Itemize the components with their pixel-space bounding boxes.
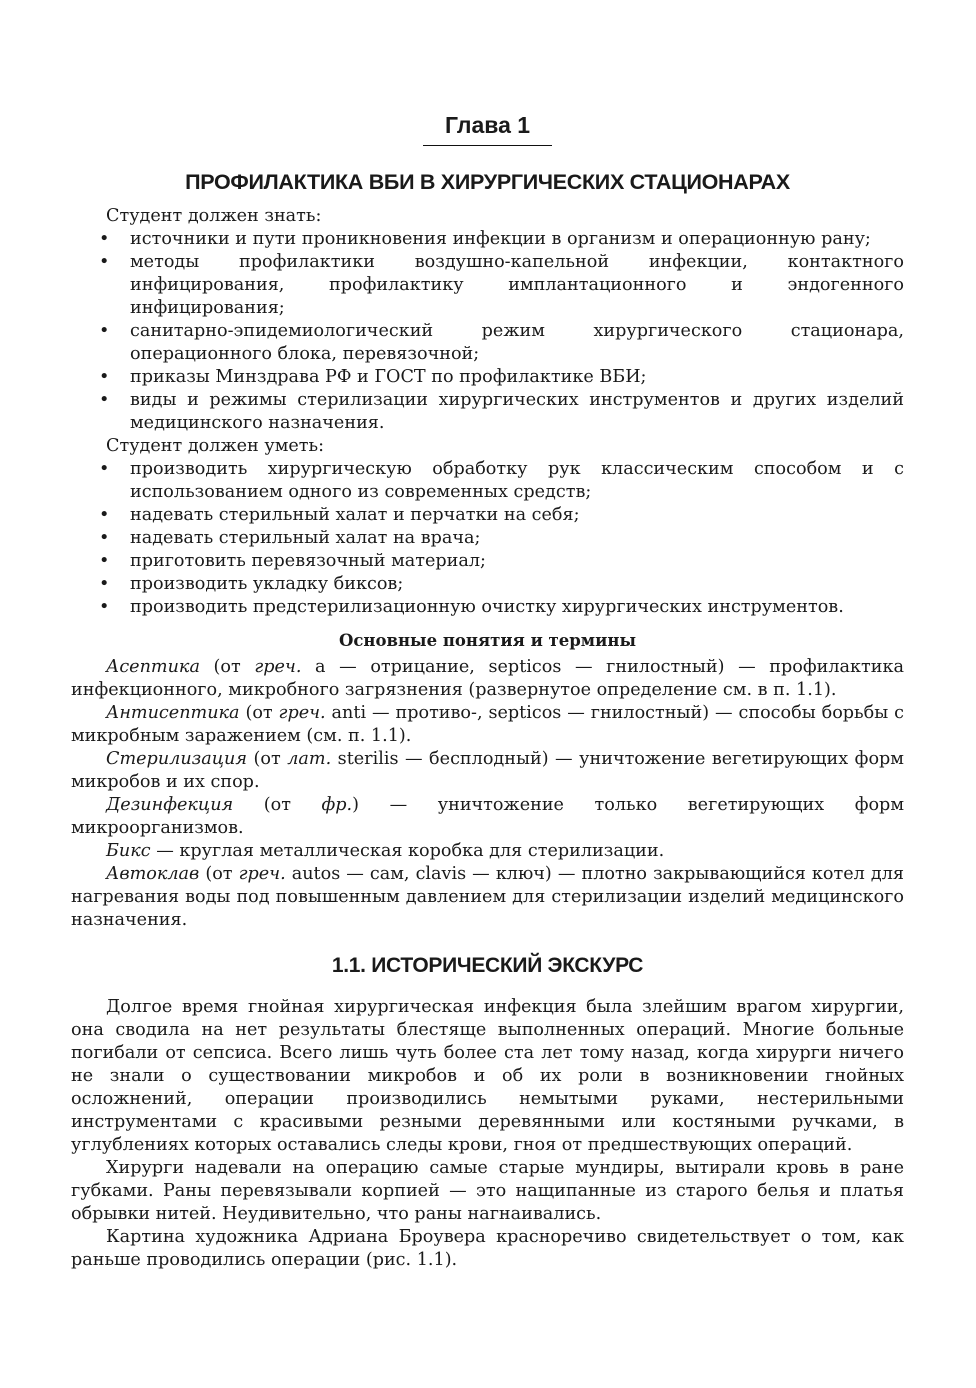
must-do-intro: Студент должен уметь: bbox=[106, 436, 325, 456]
bullet-icon: • bbox=[99, 551, 110, 571]
section-title: 1.1. ИСТОРИЧЕСКИЙ ЭКСКУРС bbox=[331, 954, 644, 977]
list-item: • производить предстерилизационную очистку хирургических инструментов. bbox=[99, 597, 844, 617]
must-know-list bbox=[71, 228, 904, 435]
bullet-icon: • bbox=[99, 252, 110, 272]
body-paragraph: Хирурги надевали на операцию самые старые мундиры, вытирали кровь в ране губками. Раны перевязывали корпией — это нащипанные из старого белья и платья обрывки нитей. Неудивительно, что раны нагнаивались. bbox=[71, 1158, 904, 1224]
term: Антисептика bbox=[106, 703, 240, 723]
bullet-icon: • bbox=[99, 321, 110, 341]
term-definition: Стерилизация (от лат. sterilis — бесплодный) — уничтожение вегетирующих форм микробов и их спор. bbox=[71, 749, 904, 792]
term-language: лат. bbox=[287, 749, 332, 769]
bullet-icon: • bbox=[99, 505, 110, 525]
list-item: • санитарно-эпидемиологический режим хирургического стационара, операционного блока, перевязочной; bbox=[99, 321, 904, 364]
term-language: греч. bbox=[278, 703, 326, 723]
chapter-title: ПРОФИЛАКТИКА ВБИ В ХИРУРГИЧЕСКИХ СТАЦИОНАРАХ bbox=[185, 170, 790, 194]
list-item: • производить укладку биксов; bbox=[99, 574, 404, 594]
term-language: греч. bbox=[238, 864, 286, 884]
term: Бикс bbox=[106, 841, 151, 861]
term: Стерилизация bbox=[106, 749, 248, 769]
body-paragraph: Картина художника Адриана Броувера красноречиво свидетельствует о том, как раньше проводились операции (рис. 1.1). bbox=[71, 1227, 904, 1270]
term-language: фр. bbox=[321, 795, 353, 815]
term-definition: Автоклав (от греч. autos — сам, clavis — ключ) — плотно закрывающийся котел для нагревания воды под повышенным давлением для стерилизации изделий медицинского назначения. bbox=[71, 864, 904, 930]
term-definition: Бикс — круглая металлическая коробка для стерилизации. bbox=[106, 841, 665, 861]
bullet-icon: • bbox=[99, 597, 110, 617]
bullet-icon: • bbox=[99, 528, 110, 548]
body-paragraph: Долгое время гнойная хирургическая инфекция была злейшим врагом хирургии, она сводила на нет результаты блестяще выполненных операций. Многие больные погибали от сепсиса. Всего лишь чуть более ста лет тому назад, когда хирурги ничего не знали о существовании микробов и об их роли в возникновении гнойных осложнений, операции производились немытыми руками, нестерильными инструментами с красивыми резными деревянными или костяными ручками, в углублениях которых оставались следы крови, гноя от предшествующих операций. bbox=[71, 997, 904, 1155]
term: Асептика bbox=[106, 657, 200, 677]
term-definition: Асептика (от греч. а — отрицание, septicos — гнилостный) — профилактика инфекционного, микробного загрязнения (развернутое определение см. в п. 1.1). bbox=[71, 657, 904, 700]
list-item: • виды и режимы стерилизации хирургических инструментов и других изделий медицинского назначения. bbox=[99, 390, 904, 433]
terms-heading: Основные понятия и термины bbox=[339, 631, 636, 650]
term: Дезинфекция bbox=[106, 795, 234, 815]
term-language: греч. bbox=[254, 657, 302, 677]
list-item: • приказы Минздрава РФ и ГОСТ по профилактике ВБИ; bbox=[99, 367, 647, 387]
chapter-label: Глава 1 bbox=[71, 110, 904, 146]
list-item: • надевать стерильный халат на врача; bbox=[99, 528, 481, 548]
bullet-icon: • bbox=[99, 229, 110, 249]
list-item: • источники и пути проникновения инфекции в организм и операционную рану; bbox=[99, 229, 871, 249]
list-item: • приготовить перевязочный материал; bbox=[99, 551, 486, 571]
bullet-icon: • bbox=[99, 459, 110, 479]
bullet-icon: • bbox=[99, 574, 110, 594]
bullet-icon: • bbox=[99, 390, 110, 410]
list-item: • надевать стерильный халат и перчатки на себя; bbox=[99, 505, 580, 525]
list-item: • производить хирургическую обработку рук классическим способом и с использованием одного из современных средств; bbox=[99, 459, 904, 502]
term-definition: Антисептика (от греч. anti — противо-, septicos — гнилостный) — способы борьбы с микробным заражением (см. п. 1.1). bbox=[71, 703, 904, 746]
list-item: • методы профилактики воздушно-капельной инфекции, контактного инфицирования, профилактику имплантационного и эндогенного инфицирования; bbox=[99, 252, 904, 318]
must-do-list bbox=[71, 458, 904, 619]
term-definition: Дезинфекция (от фр.) — уничтожение только вегетирующих форм микроорганизмов. bbox=[71, 795, 904, 838]
term: Автоклав bbox=[106, 864, 200, 884]
bullet-icon: • bbox=[99, 367, 110, 387]
document-page bbox=[71, 110, 904, 1272]
must-know-intro: Студент должен знать: bbox=[106, 206, 322, 226]
